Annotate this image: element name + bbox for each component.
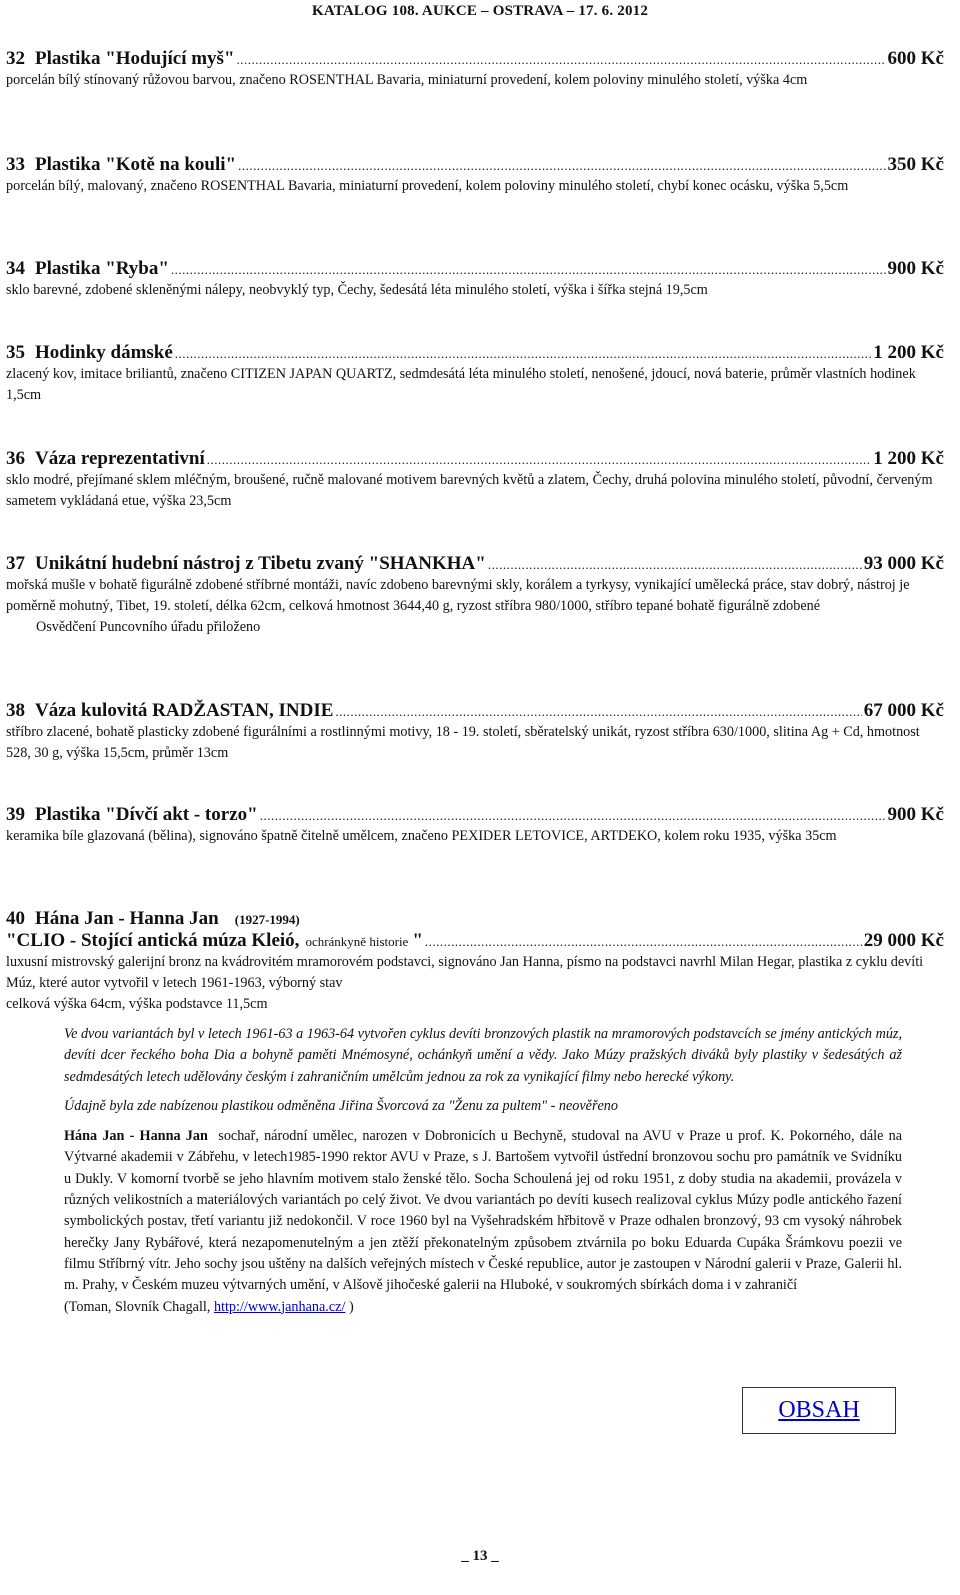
- lot-title: "CLIO - Stojící antická múza Kleió,: [6, 930, 300, 951]
- source-end: ): [348, 1298, 354, 1315]
- artist-biography: [64, 1126, 902, 1296]
- lot-number: 36: [6, 448, 25, 469]
- source-line: [64, 1297, 902, 1318]
- lot-description: keramika bíle glazovaná (bělina), signováno špatně čitelně umělcem, značeno PEXIDER LETOVICE, ARTDEKO, kolem roku 1935, výška 35cm: [6, 828, 837, 844]
- lot-description: luxusní mistrovský galerijní bronz na kvádrovitém mramorovém podstavci, signováno Jan Hanna, písmo na podstavci navrhl Milan Hegar, plastika z cyklu devíti Múz, které autor vytvořil v letech 1961-1963, výborný stav: [6, 954, 924, 991]
- lot-title-line: [6, 553, 944, 575]
- page-number: _ 13 _: [461, 1548, 499, 1564]
- lot-title: Hodinky dámské: [35, 342, 173, 363]
- lot-number: 39: [6, 804, 25, 825]
- lot-title-line: [6, 342, 944, 364]
- lot-title-line: [6, 930, 944, 952]
- certificate-note: Osvědčení Puncovního úřadu přiloženo: [36, 619, 261, 635]
- lot-title-line: [6, 700, 944, 722]
- leader-dots: [237, 52, 886, 68]
- lot-price: 1 200 Kč: [873, 448, 944, 469]
- leader-dots: [238, 158, 885, 174]
- lot-33: [6, 154, 944, 197]
- leader-dots: [488, 557, 862, 573]
- lot-author: Hána Jan - Hanna Jan: [35, 908, 219, 929]
- lot-description: porcelán bílý, malovaný, značeno ROSENTHAL Bavaria, miniaturní provedení, kolem poloviny minulého století, chybí konec ocásku, výška 5,5cm: [6, 178, 849, 194]
- lot-description: stříbro zlacené, bohatě plasticky zdobené figurálními a rostlinnými motivy, 18 - 19. století, sběratelský unikát, ryzost stříbra 630/1000, slitina Ag + Cd, hmotnost 528, 30 g, výška 15,5cm, průměr 13cm: [6, 724, 920, 761]
- history-paragraph: Ve dvou variantách byl v letech 1961-63 a 1963-64 vytvořen cyklus devíti bronzových plastik na mramorových podstavcích se jmény antických múz, devíti dcer řeckého boha Dia a bohyně paměti Mnémosyné, ochánkyň umění a vědy. Jako Múzy pražských diváků byly plastiky v šedesátých až sedmdesátých letech udělovány českým i zahraničním umělcům jednou za rok za vynikající filmy nebo herecké výkony.: [64, 1026, 902, 1085]
- lot-dimensions: celková výška 64cm, výška podstavce 11,5cm: [6, 996, 268, 1012]
- lot-number: 33: [6, 154, 25, 175]
- lot-39: [6, 804, 944, 847]
- lot-price: 1 200 Kč: [873, 342, 944, 363]
- leader-dots: [175, 346, 871, 362]
- lot-price: 350 Kč: [887, 154, 944, 175]
- lot-title: Váza kulovitá RADŽASTAN, INDIE: [35, 700, 334, 721]
- lot-price: 93 000 Kč: [863, 553, 944, 574]
- lot-number: 40: [6, 908, 25, 929]
- leader-dots: [207, 452, 872, 468]
- lot-title: Plastika "Ryba": [35, 258, 169, 279]
- lot-description: sklo barevné, zdobené skleněnými nálepy, neobvyklý typ, Čechy, šedesátá léta minulého století, výška i šířka stejná 19,5cm: [6, 282, 708, 298]
- lot-36: [6, 448, 944, 512]
- lot-title: Plastika "Kotě na kouli": [35, 154, 237, 175]
- lot-title-line: [6, 154, 944, 176]
- lot-title: Plastika "Dívčí akt - torzo": [35, 804, 258, 825]
- lot-number: 34: [6, 258, 25, 279]
- lot-price: 67 000 Kč: [863, 700, 944, 721]
- lot-34: [6, 258, 944, 301]
- leader-dots: [335, 704, 861, 720]
- bio-artist-name: Hána Jan - Hanna Jan: [64, 1128, 208, 1145]
- lot-35: [6, 342, 944, 406]
- lot-number: 35: [6, 342, 25, 363]
- lot-number: 38: [6, 700, 25, 721]
- lot-number: 32: [6, 48, 25, 69]
- lot-price: 900 Kč: [887, 258, 944, 279]
- lot-description: zlacený kov, imitace briliantů, značeno CITIZEN JAPAN QUARTZ, sedmdesátá léta minulého století, nenošené, jdoucí, nová baterie, průměr vlastních hodinek 1,5cm: [6, 366, 916, 403]
- lot-price: 29 000 Kč: [863, 930, 944, 951]
- obsah-link-button[interactable]: OBSAH: [742, 1387, 896, 1434]
- lot-description: porcelán bílý stínovaný růžovou barvou, značeno ROSENTHAL Bavaria, miniaturní provedení, kolem poloviny minulého století, výška 4cm: [6, 72, 808, 88]
- lot-title: Unikátní hudební nástroj z Tibetu zvaný "SHANKHA": [35, 553, 486, 574]
- leader-dots: [425, 934, 862, 950]
- janhana-link[interactable]: http://www.janhana.cz/: [213, 1298, 346, 1315]
- lot-32: [6, 48, 944, 91]
- lot-author-line: [6, 908, 944, 930]
- bio-text: sochař, národní umělec, narozen v Dobronicích u Bechyně, studoval na AVU v Praze u prof. K. Pokorného, dále na Výtvarné akademii v Zábřehu, v letech1985-1990 rektor AVU v Praze, s J. Bartošem vytvořil ústřední bronzovou sochu pro památník ve Svidníku u Dukly. V komorní tvorbě se jeho hlavním motivem stalo ženské tělo. Socha Schoulená jej od roku 1951, z doby studia na akademii, provázela v různých velikostních a materiálových variantách po celý život. Ve dvou variantách po devíti kusech realizoval cyklus Múzy podle antického řazení symbolických postav, třetí variantu již nedokončil. V roce 1960 byl na Vyšehradském hřbitově v Praze odhalen bronzový, 93 cm vysoký náhrobek herečky Jany Rybářové, která nezapomenutelným a jen ztěží překonatelným způsobem ztvárnila po boku Eduarda Cupáka Šrámkovu poezii ve filmu Stříbrný vítr. Jeho sochy jsou uštěny na dalších veřejných místech v České republice, autor je zastoupen v Národní galerii v Praze, Galerii hl. m. Prahy, v Českém muzeu výtvarných umění, v Alšově jihočeské galerii na Hluboké, v soukromých sbírkách doma i v zahraničí: [64, 1128, 903, 1294]
- award-note: Údajně byla zde nabízenou plastikou odměněna Jiřina Švorcová za "Ženu za pultem" - neověřeno: [64, 1097, 618, 1114]
- lot-title: Váza reprezentativní: [35, 448, 205, 469]
- lot-title-line: [6, 48, 944, 70]
- lot-title: Plastika "Hodující myš": [35, 48, 235, 69]
- catalog-header: KATALOG 108. AUKCE – OSTRAVA – 17. 6. 2012: [311, 3, 649, 19]
- lot-38: [6, 700, 944, 764]
- lot-description: sklo modré, přejímané sklem mléčným, broušené, ručně malované motivem barevných květů a zlatem, Čechy, druhá polovina minulého století, původní, červeným sametem vykládaná etue, výška 23,5cm: [6, 472, 933, 509]
- lot-40: [6, 908, 944, 1015]
- lot-number: 37: [6, 553, 25, 574]
- leader-dots: [171, 262, 886, 278]
- leader-dots: [260, 808, 886, 824]
- lot-title-suffix: ochránkyně historie: [305, 934, 409, 949]
- lot-title-line: [6, 258, 944, 280]
- lot-title-line: [6, 804, 944, 826]
- history-note: [64, 1024, 902, 1318]
- lot-price: 900 Kč: [887, 804, 944, 825]
- lot-title-line: [6, 448, 944, 470]
- lot-price: 600 Kč: [887, 48, 944, 69]
- lot-37: [6, 553, 944, 638]
- lot-description: mořská mušle v bohatě figurálně zdobené stříbrné montáži, navíc zdobeno barevnými skly, korálem a tyrkysy, vynikající umělecká práce, stav dobrý, nástroj je poměrně mohutný, Tibet, 19. století, délka 62cm, celková hmotnost 3644,40 g, ryzost stříbra 980/1000, stříbro tepané bohatě figurálně zdobené: [6, 577, 910, 614]
- lot-title-end: ": [412, 930, 423, 951]
- source-text: (Toman, Slovník Chagall,: [64, 1298, 211, 1315]
- author-years: (1927-1994): [234, 912, 300, 927]
